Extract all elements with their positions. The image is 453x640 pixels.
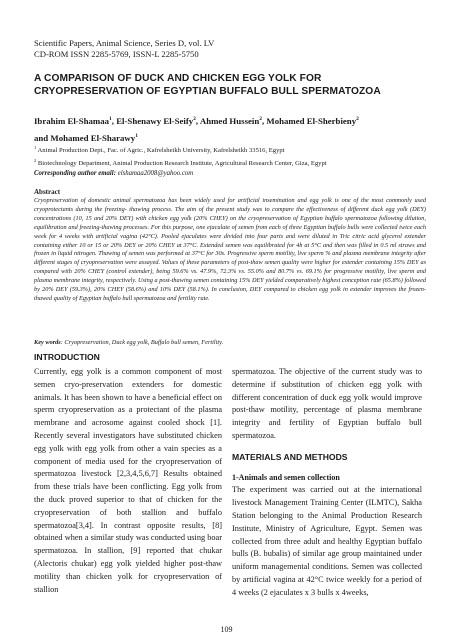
right-column bbox=[232, 366, 422, 600]
page-number: 109 bbox=[220, 625, 233, 634]
methods-subheading: 1-Animals and semen collection bbox=[232, 472, 340, 482]
author-separator: , bbox=[195, 115, 200, 126]
left-column bbox=[34, 366, 222, 596]
affiliation-text: Animal Production Dept., Fac. of Agric., Kafrelsheikh University, Kafrelsheikh 33516, Egypt bbox=[37, 147, 285, 155]
corresponding-email[interactable]: elshamaa2008@yahoo.com bbox=[117, 170, 194, 177]
paper-title: A COMPARISON OF DUCK AND CHICKEN EGG YOLK FOR CRYOPRESERVATION OF EGYPTIAN BUFFALO BULL SPERMATOZOA bbox=[34, 73, 381, 97]
introduction-heading: INTRODUCTION bbox=[34, 352, 100, 362]
journal-issn-line: CD-ROM ISSN 2285-5769, ISSN-L 2285-5750 bbox=[34, 49, 199, 59]
author-separator: , bbox=[111, 115, 117, 126]
author-affil-mark: 2 bbox=[193, 116, 196, 122]
author-name: Mohamed El-Sherbieny bbox=[266, 115, 357, 126]
abstract-heading: Abstract bbox=[34, 188, 61, 196]
journal-series-line: Scientific Papers, Animal Science, Series D, vol. LV bbox=[34, 38, 215, 48]
affiliation-text: Biotechnology Department, Animal Production Research Institute, Agricultural Research Center, Giza, Egypt bbox=[37, 159, 327, 167]
author-conjunction: and bbox=[34, 132, 51, 143]
author-name: Ibrahim El-Shamaa bbox=[34, 115, 110, 126]
methods-text: The experiment was carried out at the international livestock Management Training Center (ILMTC), Sakha Station belonging to the Animal Production Research Institute, Ministry of Agriculture, Egypt. Semen was collected from three adult and healthy Egyptian buffalo bulls (B. bubalis) of similar age group maintained under uniform managemental conditions. Semen was collected by artificial vagina at 42°C twice weekly for a period of 4 weeks (2 ejaculates x 3 bulls x 4weeks, bbox=[232, 485, 422, 597]
author-affil-mark: 1 bbox=[135, 132, 138, 139]
affiliation-item bbox=[34, 143, 429, 156]
author-separator: , bbox=[262, 115, 267, 126]
author-name: Mohamed El-Sharawy bbox=[50, 132, 136, 143]
affiliation-mark: 2 bbox=[34, 157, 37, 163]
author-name: El-Shenawy El-Seify bbox=[116, 115, 194, 126]
author-affil-mark: 2 bbox=[356, 116, 359, 122]
keywords bbox=[34, 339, 426, 346]
corresponding-label: Corresponding author email: bbox=[34, 170, 116, 177]
author-list bbox=[34, 112, 424, 146]
author-affil-mark: 2 bbox=[259, 116, 262, 122]
journal-header bbox=[34, 38, 214, 60]
methods-heading: MATERIALS AND METHODS bbox=[232, 451, 348, 462]
corresponding-author bbox=[34, 170, 193, 177]
affiliations bbox=[34, 143, 429, 168]
affiliation-item bbox=[34, 156, 429, 169]
author-name: Ahmed Hussein bbox=[199, 115, 260, 126]
author-affil-mark: 1 bbox=[109, 116, 112, 122]
abstract-text: Cryopreservation of domestic animal spermatozoa has been widely used for artificial insemination and egg yolk is one of the most commonly used cryoprotectants during the freezing- thawing process. The aim of the present study was to compare the effectiveness of different duck egg yolk (DEY) concentrations (10, 15 and 20% DEY) with chicken egg yolk (20% CHEY) on the cryopreservation of Egyptian buffalo spermatozoa following dilution, equilibration and freezing-thawing processes. For this purpose, one ejaculate of semen from each of three Egyptian buffalo bulls were collected twice each week for 4 weeks with artificial vagina (42°C). Pooled ejaculates were divided into four parts and were diluted in Tric citric acid glycerol extender containing either 10 or 15 or 20% DEY or 20% CHEY at 37°C. Extended semen was equilibrated for 4h at 5°C and then was filled in 0.5 ml straws and frozen in liquid nitrogen. Thawing of semen was performed at 37°C for 30s. Progressive sperm motility, live sperm % and plasma membrane integrity after different stages of cryopreservation were assayed. Values of these parameters of post-thaw semen quality were higher for extender containing 15% DEY as compared with 20% CHEY (control extender), being 59.6% vs. 47.9%, 72.3% vs. 55.0% and 80.7% vs. 69.1% for progressive motility, live sperm and plasma membrane integrity, respectively. Using a post-thawing semen containing 15% DEY yielded comparatively highest conception rate (65.8%) followed by 20% DEY (59.3%), 20% CHEY (58.6%) and 10% DEY (58.1%). In conclusion, DEY compared to chicken egg yolk in extender improves the frozen-thawed quality of Egyptian buffalo bull spermatozoa and fertility rate. bbox=[34, 197, 426, 302]
affiliation-mark: 1 bbox=[34, 145, 37, 150]
introduction-continuation: spermatozoa. The objective of the current study was to determine if substitution of chicken egg yolk with different concentration of duck egg yolk would improve post-thaw motility, percentage of plasma membrane integrity and fertility of Egyptian buffalo bull spermatozoa. bbox=[232, 367, 422, 440]
keywords-label: Key words bbox=[34, 339, 61, 346]
introduction-text: Currently, egg yolk is a common component of most semen cryo-preservation extenders for domestic animals. It has been shown to have a beneficial effect on sperm cryopreservation as a protectant of the plasma membrane and acrosome against cooled shock [1]. Recently several investigators have substituted chicken egg yolk with egg yolk from other a vain species as a component of media used for the cryopreservation of spermatozoa livestock [2,3,4,5,6,7] Results obtained from these trials have been conflicting. Egg yolk from the duck proved superior to that of chicken for the cryopreservation of both stallion and buffalo spermatozoa[3,4]. In contrast opposite results, [8] obtained when a similar study was conducted using boar spermatozoa. In stallion, [9] reported that chukar (Alectoris chukar) egg yolk yielded higher post-thaw motility than chicken yolk for cryopreservation of stallion bbox=[34, 367, 222, 594]
keywords-text: : Cryopreservation, Duck egg yolk, Buffalo bull semen, Fertility. bbox=[60, 339, 224, 346]
